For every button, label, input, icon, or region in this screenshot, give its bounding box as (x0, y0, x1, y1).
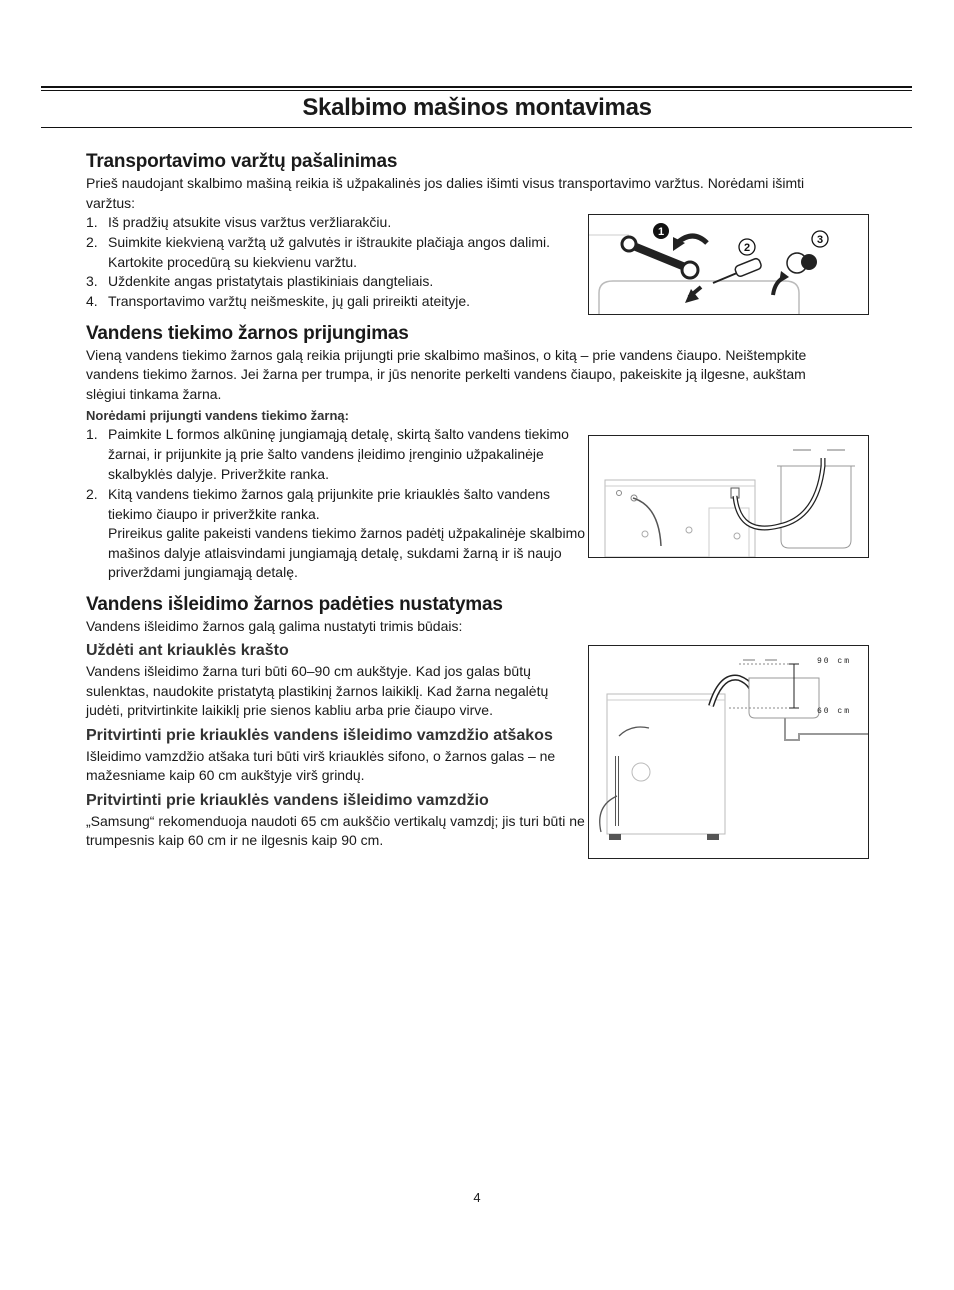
height-label-lower: 60 cm (817, 707, 852, 716)
paragraph: „Samsung“ rekomenduoja naudoti 65 cm aukščio vertikalų vamzdį; jis turi būti ne trumpesnis kaip 60 cm ir ne ilgesnis kaip 90 cm. (86, 812, 585, 849)
wrench-icon (622, 237, 698, 278)
list-item: 1. Paimkite L formos alkūninę jungiamąją detalę, skirtą šalto vandens tiekimo žarnai, ir prijunkite ją prie šalto vandens įleidimo įrenginio užpakalinėje skalbyklės dalyje. Priveržkite ranka. (86, 426, 569, 483)
inlet-hose-steps (86, 425, 586, 524)
title-rule-top-thin (41, 90, 912, 91)
section-heading-drain-hose: Vandens išleidimo žarnos padėties nustatymas (86, 593, 503, 615)
svg-text:2: 2 (743, 242, 751, 254)
paragraph: Išleidimo vamzdžio atšaka turi būti virš kriauklės sifono, o žarnos galas – ne mažesniame kaip 60 cm aukštyje virš grindų. (86, 747, 556, 784)
section-intro: Vandens išleidimo žarnos galą galima nustatyti trimis būdais: (86, 617, 463, 634)
step-badge-2 (739, 239, 755, 255)
drain-hose-figure (588, 645, 869, 859)
list-item: 1. Iš pradžių atsukite visus varžtus veržliarakčiu. (86, 214, 392, 230)
page-title: Skalbimo mašinos montavimas (302, 94, 652, 121)
step-badge-3 (812, 231, 828, 247)
section-intro: Prieš naudojant skalbimo mašiną reikia iš užpakalinės jos dalies išimti visus transportavimo varžtus. Norėdami išimti varžtus: (86, 175, 805, 211)
title-rule-top (41, 86, 912, 88)
subheading-drain-branch: Pritvirtinti prie kriauklės vandens išleidimo vamzdžio atšakos (86, 726, 553, 744)
bolt-removal-illustration (589, 215, 868, 314)
height-label-upper: 90 cm (817, 657, 852, 666)
page-number: 4 (473, 1190, 481, 1205)
subheading-connect-hose: Norėdami prijungti vandens tiekimo žarną: (86, 408, 349, 424)
svg-text:3: 3 (816, 234, 824, 246)
subheading-sink-edge: Uždėti ant kriauklės krašto (86, 642, 289, 660)
inlet-note: Prireikus galite pakeisti vandens tiekimo žarnos padėtį užpakalinėje skalbimo mašinos dalyje atlaisvindami jungiamąją detalę, sukdami žarną ir iš naujo priverždami jungiamąją detalę. (108, 525, 586, 581)
svg-text:1: 1 (657, 226, 665, 238)
section-heading-transport-bolts: Transportavimo varžtų pašalinimas (86, 151, 398, 172)
section-intro: Vieną vandens tiekimo žarnos galą reikia prijungti prie skalbimo mašinos, o kitą – prie vandens čiaupo. Neištempkite vandens tiekimo žarnos. Jei žarna per trumpa, ir jūs nenorite perkelti vandens čiaupo, pakeiskite ją ilgesne, aukštam slėgiui tinkama žarna. (86, 346, 807, 402)
inlet-hose-illustration (589, 436, 868, 557)
screwdriver-icon (713, 257, 762, 283)
drain-hose-illustration (589, 646, 868, 858)
bolt-removal-steps (86, 213, 586, 312)
list-item: 2. Kitą vandens tiekimo žarnos galą prijunkite prie kriauklės šalto vandens tiekimo čiaupo ir priveržkite ranka. (86, 485, 551, 522)
paragraph: Vandens išleidimo žarna turi būti 60–90 cm aukštyje. Kad jos galas būtų sulenktas, naudokite pristatytą plastikinį žarnos laikiklį. Kad žarna negalėtų judėti, pritvirtinkite laikiklį prie sienos kabliu arba prie čiaupo virve. (86, 663, 549, 719)
list-item: 4. Transportavimo varžtų neišmeskite, jų gali prireikti ateityje. (86, 293, 471, 310)
main-content (86, 150, 807, 851)
step-badge-1 (653, 223, 669, 239)
title-rule-bottom (41, 127, 912, 128)
list-item: 3. Uždenkite angas pristatytais plastikiniais dangteliais. (86, 273, 434, 290)
subheading-drain-pipe: Pritvirtinti prie kriauklės vandens išleidimo vamzdžio (86, 791, 489, 809)
cap-icon (787, 253, 817, 273)
inlet-hose-figure (588, 435, 869, 558)
list-item: 2. Suimkite kiekvieną varžtą už galvutės ir ištraukite plačiąja angos dalimi. Kartokite procedūrą su kiekvienu varžtu. (86, 233, 550, 270)
section-heading-water-inlet: Vandens tiekimo žarnos prijungimas (86, 322, 409, 344)
bolt-removal-figure (588, 214, 869, 315)
